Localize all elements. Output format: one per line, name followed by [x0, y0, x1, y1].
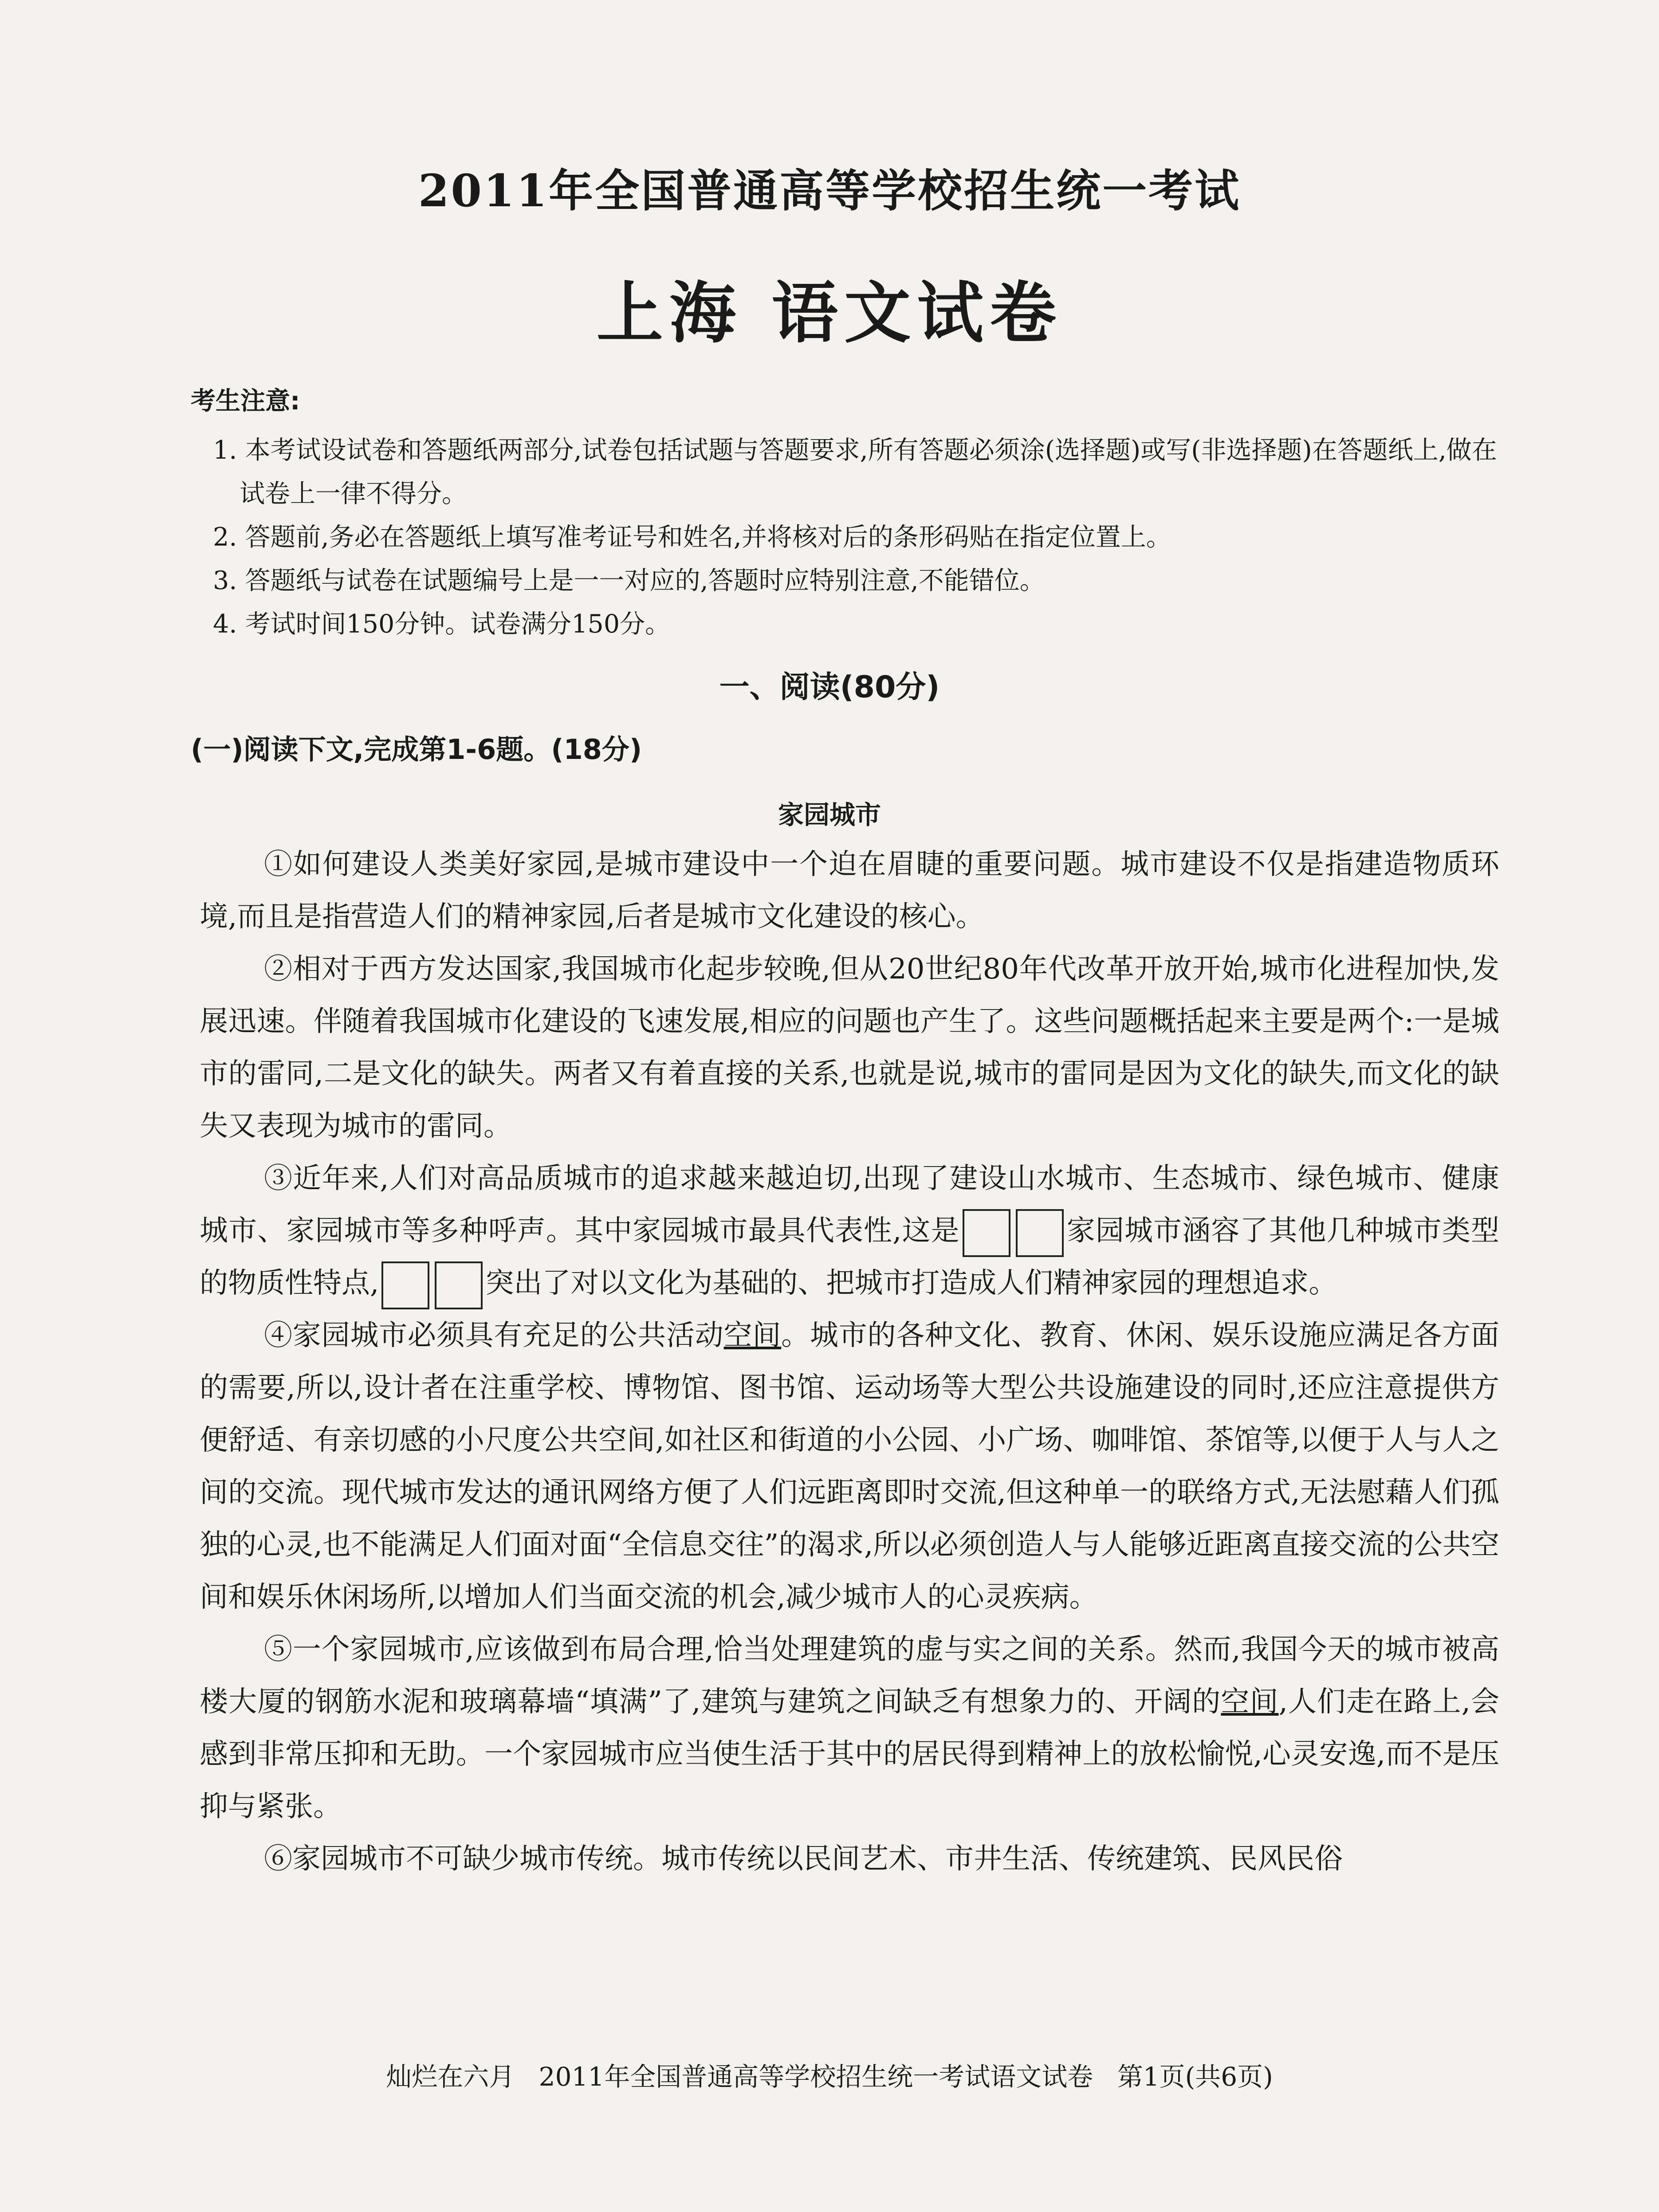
part-title: (一)阅读下文,完成第1-6题。(18分) [191, 733, 642, 766]
footer-center: 2011年全国普通高等学校招生统一考试语文试卷 [539, 2062, 1093, 2092]
paragraph-5 [200, 1623, 1499, 1833]
answer-blank-box [1016, 1209, 1064, 1257]
paragraph-5-text-a: ⑤一个家园城市,应该做到布局合理,恰当处理建筑的虚与实之间的关系。然而,我国今天的城市被高楼大厦的钢筋水泥和玻璃幕墙“填满”了,建筑与建筑之间缺乏有想象力的、开阔的 [200, 1633, 1499, 1718]
paragraph-3 [200, 1152, 1499, 1309]
paragraph-6: ⑥家园城市不可缺少城市传统。城市传统以民间艺术、市井生活、传统建筑、民风民俗 [264, 1843, 1343, 1875]
paragraph-1: ①如何建设人类美好家园,是城市建设中一个迫在眉睫的重要问题。城市建设不仅是指建造物质环境,而且是指营造人们的精神家园,后者是城市文化建设的核心。 [200, 848, 1499, 933]
underlined-term: 空间 [1221, 1686, 1279, 1718]
paragraph-5-text-b: ,人们走在路上,会感到非常压抑和无助。一个家园城市应当使生活于其中的居民得到精神上的放松愉悦,心灵安逸,而不是压抑与紧张。 [200, 1686, 1500, 1823]
notice-block [191, 381, 1499, 646]
notice-item: 3. 答题纸与试卷在试题编号上是一一对应的,答题时应特别注意,不能错位。 [213, 566, 1045, 595]
paragraph-4-text-a: ④家园城市必须具有充足的公共活动 [264, 1319, 724, 1352]
notice-item: 1. 本考试设试卷和答题纸两部分,试卷包括试题与答题要求,所有答题必须涂(选择题)或写(非选择题)在答题纸上,做在试卷上一律不得分。 [213, 436, 1497, 508]
exam-subtitle: 上海 语文试卷 [596, 274, 1063, 352]
paragraph-4-text-b: 。城市的各种文化、教育、休闲、娱乐设施应满足各方面的需要,所以,设计者在注重学校、博物馆、图书馆、运动场等大型公共设施建设的同时,还应注意提供方便舒适、有亲切感的小尺度公共空间,如社区和街道的小公园、小广场、咖啡馆、茶馆等,以便于人与人之间的交流。现代城市发达的通讯网络方便了人们远距离即时交流,但这种单一的联络方式,无法慰藉人们孤独的心灵,也不能满足人们面对面“全信息交往”的渴求,所以必须创造人与人能够近距离直接交流的公共空间和娱乐休闲场所,以增加人们当面交流的机会,减少城市人的心灵疾病。 [200, 1319, 1500, 1614]
article-body [200, 838, 1499, 1885]
footer-page-number: 第1页(共6页) [1117, 2062, 1273, 2092]
exam-title: 2011年全国普通高等学校招生统一考试 [418, 165, 1241, 217]
article-title: 家园城市 [778, 800, 881, 830]
paragraph-2: ②相对于西方发达国家,我国城市化起步较晚,但从20世纪80年代改革开放开始,城市化进程加快,发展迅速。伴随着我国城市化建设的飞速发展,相应的问题也产生了。这些问题概括起来主要是两个:一是城市的雷同,二是文化的缺失。两者又有着直接的关系,也就是说,城市的雷同是因为文化的缺失,而文化的缺失又表现为城市的雷同。 [200, 953, 1499, 1143]
paragraph-3-text-c: 突出了对以文化为基础的、把城市打造成人们精神家园的理想追求。 [485, 1267, 1337, 1300]
answer-blank-box [435, 1261, 483, 1309]
paragraph-3-text-a: ③近年来,人们对高品质城市的追求越来越迫切,出现了建设山水城市、生态城市、绿色城市、健康城市、家园城市等多种呼声。其中家园城市最具代表性,这是 [200, 1162, 1499, 1247]
notice-heading: 考生注意: [191, 387, 300, 416]
answer-blank-box [963, 1209, 1010, 1257]
underlined-term: 空间 [723, 1319, 782, 1352]
answer-blank-box [381, 1261, 429, 1309]
page-footer [0, 2056, 1659, 2093]
notice-item: 4. 考试时间150分钟。试卷满分150分。 [213, 609, 671, 639]
notice-item: 2. 答题前,务必在答题纸上填写准考证号和姓名,并将核对后的条形码贴在指定位置上。 [213, 523, 1172, 552]
section-title: 一、阅读(80分) [719, 670, 940, 705]
footer-left: 灿烂在六月 [386, 2062, 515, 2092]
paragraph-3-text-b: 家园城市涵容了其他几种城市类型的物质性特点, [200, 1214, 1500, 1300]
paragraph-4 [200, 1309, 1499, 1623]
